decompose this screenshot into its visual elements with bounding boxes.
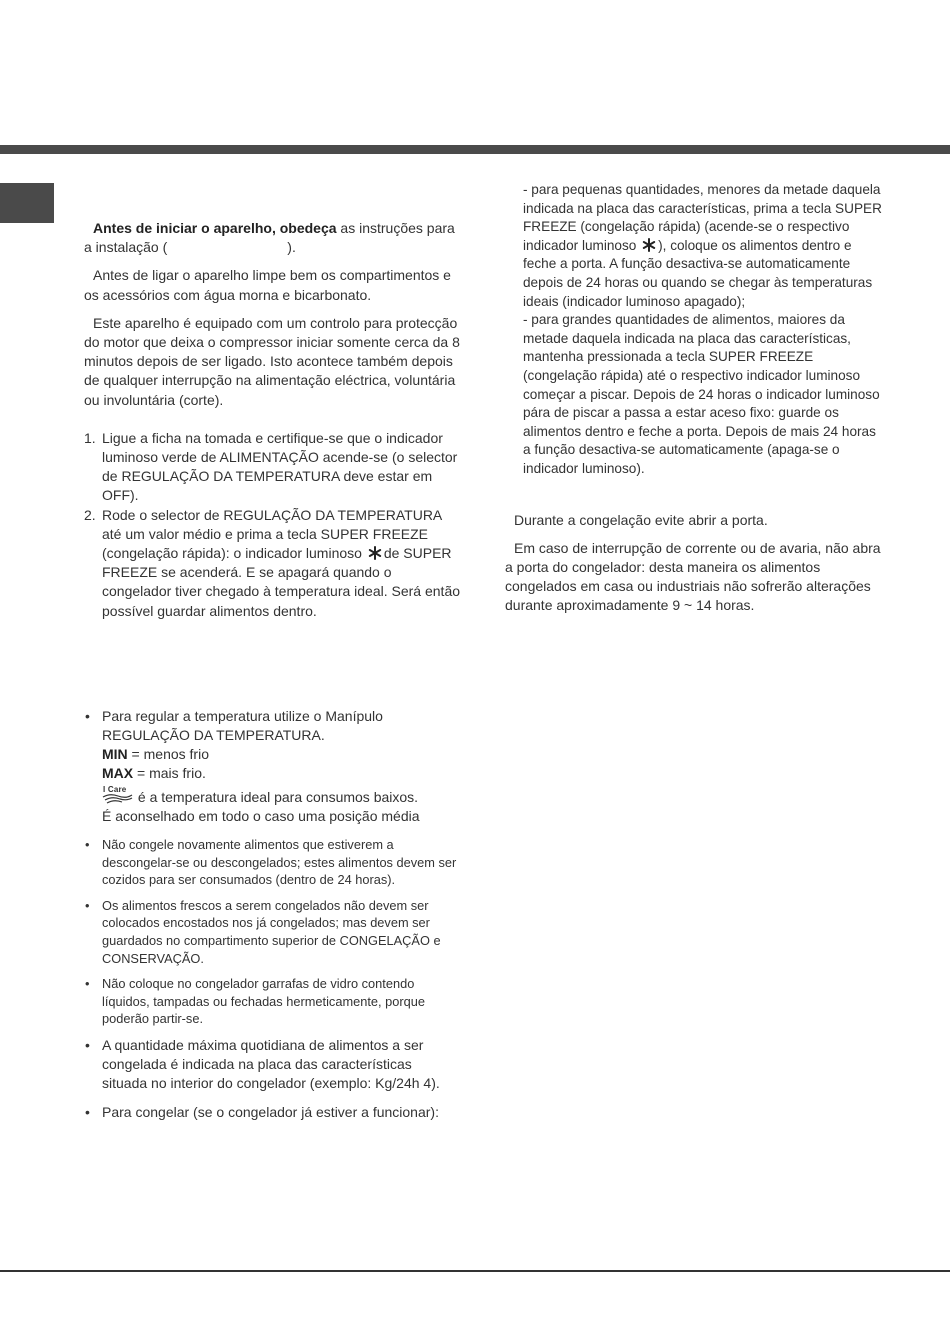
- power-failure-paragraph: Em caso de interrupção de corrente ou de avaria, não abra a porta do congelador: desta maneira os alimentos congelados em casa ou industriais não sofrerão alterações durante aproximadamente 9 ~ 14 horas.: [505, 539, 881, 614]
- advice-list: [84, 836, 460, 1122]
- install-paragraph: [84, 219, 460, 257]
- large-quantity-text: - para grandes quantidades de alimentos, maiores da metade daquela indicada na placa das características, mantenha pressionada a tecla SUPER FREEZE (congelação rápida) até o respectivo indicador luminoso começar a piscar. Depois de 24 horas o indicador luminoso pára de piscar a passa a estar aceso fixo: guarde os alimentos dentro e feche a porta. Depois de mais 24 horas a função desactiva-se automaticamente (apaga-se o indicador luminoso).: [523, 312, 880, 476]
- advice-item: • Os alimentos frescos a serem congelados não devem ser colocados encostados nos já congelados; mas devem ser guardados no compartimento superior de CONGELAÇÃO e CONSERVAÇÃO.: [85, 897, 441, 966]
- section-tab: [0, 183, 54, 223]
- step-1: 1. Ligue a ficha na tomada e certifique-se que o indicador luminoso verde de ALIMENTAÇÃO acende-se (o selector de REGULAÇÃO DA TEMPERATURA deve estar em OFF).: [84, 429, 458, 504]
- snowflake-icon: [368, 546, 382, 560]
- temperature-item: • Para regular a temperatura utilize o Manípulo REGULAÇÃO DA TEMPERATURA. MIN = menos frio MAX = mais frio. I Care é a temperatura ideal para consumos baixos. É aconselhado em todo o caso uma posição média: [85, 707, 420, 824]
- freeze-options: [505, 181, 883, 479]
- header-bar: [0, 145, 950, 154]
- advice-item: • Para congelar (se o congelador já estiver a funcionar):: [85, 1103, 439, 1120]
- install-text-a: as instruções para a instalação (: [84, 220, 455, 256]
- clean-paragraph: Antes de ligar o aparelho limpe bem os compartimentos e os acessórios com água morna e bicarbonato.: [84, 267, 451, 303]
- advice-item: • Não congele novamente alimentos que estiverem a descongelar-se ou descongelados; estes alimentos devem ser cozidos para ser consumados (dentro de 24 horas).: [85, 837, 457, 888]
- snowflake-icon: [642, 238, 656, 252]
- advice-item: • A quantidade máxima quotidiana de alimentos a ser congelada é indicada na placa das características situada no interior do congelador (exemplo: Kg/24h 4).: [85, 1037, 440, 1092]
- footer-rule: [0, 1270, 950, 1272]
- right-column: [505, 181, 883, 616]
- steps-list: [84, 429, 460, 621]
- left-column: [84, 219, 460, 1122]
- step-2: 2. Rode o selector de REGULAÇÃO DA TEMPERATURA até um valor médio e prima a tecla SUPER FREEZE (congelação rápida): o indicador luminoso de SUPER FREEZE se acenderá. E se apagará quando o congelador tiver chegado à temperatura ideal. Será então possível guardar alimentos dentro.: [84, 506, 461, 619]
- small-quantity-text: - para pequenas quantidades, menores da metade daquela indicada na placa das características, prima a tecla SUPER FREEZE (congelação rápida) (acende-se o respectivo indicador luminoso ), coloque os alimentos dentro e feche a porta. A função desactiva-se automaticamente depois de 24 horas ou quando se chegar às temperaturas ideais (indicador luminoso apagado);: [523, 182, 882, 309]
- install-text-b: ).: [287, 239, 296, 256]
- motor-paragraph: Este aparelho é equipado com um controlo para protecção do motor que deixa o compressor iniciar somente cerca da 8 minutos depois de ser ligado. Isto acontece também depois de qualquer interrupção na alimentação eléctrica, voluntária ou involuntária (corte).: [84, 314, 460, 408]
- icare-icon: I Care: [102, 784, 134, 806]
- advice-item: • Não coloque no congelador garrafas de vidro contendo líquidos, tampadas ou fechadas hermeticamente, porque poderão partir-se.: [85, 976, 425, 1027]
- temperature-list: [84, 707, 460, 826]
- install-bold: Antes de iniciar o aparelho, obedeça: [93, 220, 337, 236]
- door-paragraph: Durante a congelação evite abrir a porta.: [514, 511, 768, 528]
